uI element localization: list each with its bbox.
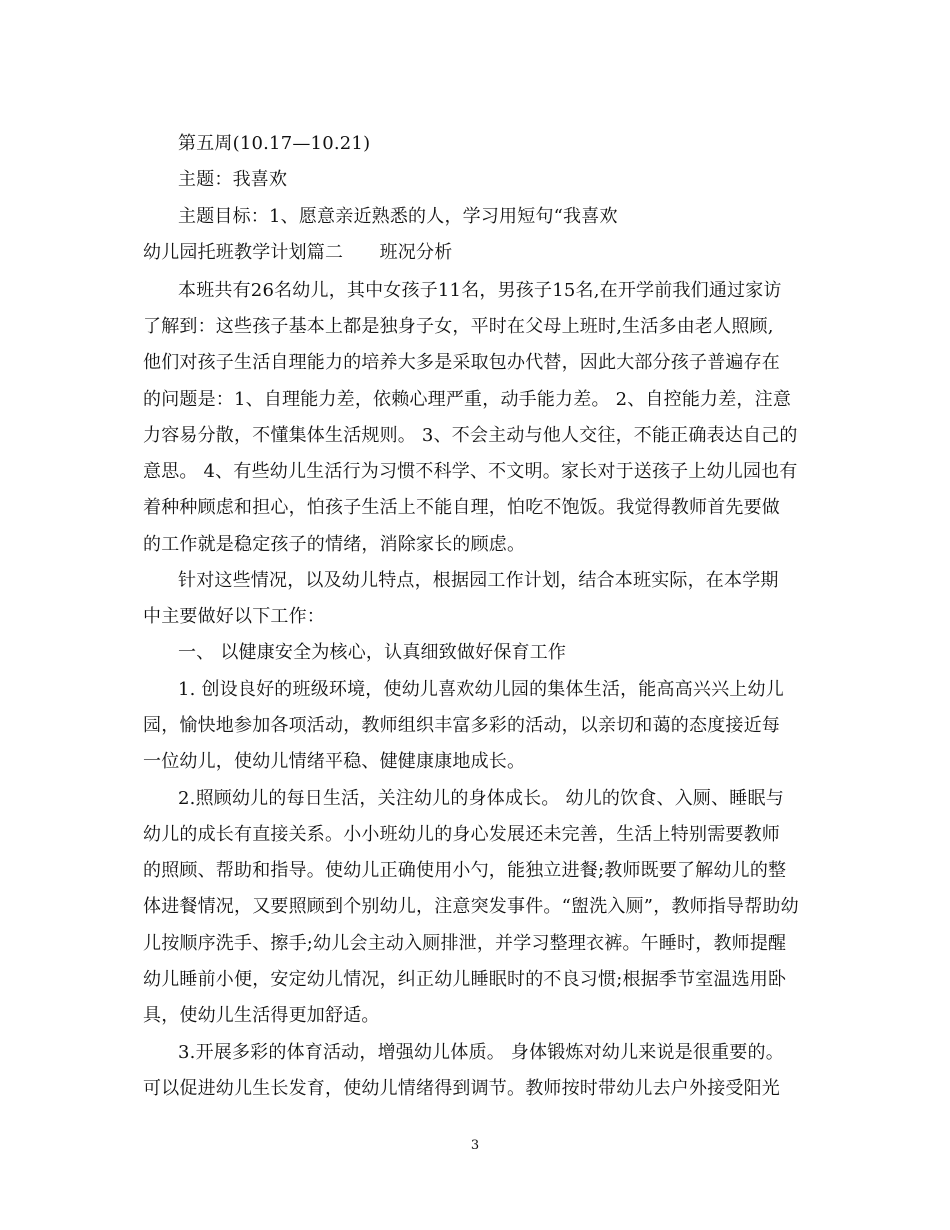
paragraph-line: 着种种顾虑和担心，怕孩子生活上不能自理，怕吃不饱饭。我觉得教师首先要做 xyxy=(143,497,780,518)
paragraph-line: 体进餐情况，又要照顾到个别幼儿，注意突发事件。“盥洗入厕”，教师指导帮助幼 xyxy=(143,896,799,917)
paragraph-line: 的工作就是稳定孩子的情绪，消除家长的顾虑。 xyxy=(143,534,526,555)
paragraph-line: 园，愉快地参加各项活动，教师组织丰富多彩的活动，以亲切和蔼的态度接近每 xyxy=(143,715,780,736)
paragraph-line: 1. 创设良好的班级环境，使幼儿喜欢幼儿园的集体生活，能高高兴兴上幼儿 xyxy=(178,679,784,700)
paragraph-line: 针对这些情况，以及幼儿特点，根据园工作计划，结合本班实际，在本学期 xyxy=(178,570,779,591)
page-number: 3 xyxy=(470,1138,480,1153)
paragraph-line: 意思。 4、有些幼儿生活行为习惯不科学、不文明。家长对于送孩子上幼儿园也有 xyxy=(143,461,798,482)
paragraph-line: 具，使幼儿生活得更加舒适。 xyxy=(143,1005,380,1026)
paragraph-line: 可以促进幼儿生长发育，使幼儿情绪得到调节。教师按时带幼儿去户外接受阳光 xyxy=(143,1078,780,1099)
theme-goal-line: 主题目标：1、愿意亲近熟悉的人，学习用短句“我喜欢 xyxy=(178,206,618,227)
paragraph-line: 他们对孩子生活自理能力的培养大多是采取包办代替，因此大部分孩子普遍存在 xyxy=(143,352,780,373)
paragraph-line: 本班共有26名幼儿，其中女孩子11名，男孩子15名,在开学前我们通过家访 xyxy=(178,280,782,301)
paragraph-line: 儿按顺序洗手、擦手;幼儿会主动入厕排泄，并学习整理衣裤。午睡时，教师提醒 xyxy=(143,933,787,954)
paragraph-line: 了解到：这些孩子基本上都是独身子女，平时在父母上班时,生活多由老人照顾, xyxy=(143,316,774,337)
paragraph-line: 3.开展多彩的体育活动，增强幼儿体质。 身体锻炼对幼儿来说是很重要的。 xyxy=(178,1042,784,1063)
theme-line: 主题：我喜欢 xyxy=(178,169,288,190)
paragraph-line: 一位幼儿，使幼儿情绪平稳、健健康康地成长。 xyxy=(143,751,526,772)
paragraph-line: 的照顾、帮助和指导。使幼儿正确使用小勺，能独立进餐;教师既要了解幼儿的整 xyxy=(143,860,787,881)
paragraph-line: 幼儿的成长有直接关系。小小班幼儿的身心发展还未完善，生活上特别需要教师 xyxy=(143,824,780,845)
paragraph-line: 中主要做好以下工作： xyxy=(143,606,325,627)
paragraph-line: 幼儿睡前小便，安定幼儿情况，纠正幼儿睡眠时的不良习惯;根据季节室温选用卧 xyxy=(143,969,787,990)
paragraph-line: 的问题是：1、自理能力差，依赖心理严重，动手能力差。 2、自控能力差，注意 xyxy=(143,389,792,410)
paragraph-line: 2.照顾幼儿的每日生活，关注幼儿的身体成长。 幼儿的饮食、入厕、睡眠与 xyxy=(178,788,784,809)
week-heading: 第五周(10.17—10.21) xyxy=(178,133,371,154)
paragraph-line: 力容易分散，不懂集体生活规则。 3、不会主动与他人交往，不能正确表达自己的 xyxy=(143,425,798,446)
subsection-heading: 一、 以健康安全为核心，认真细致做好保育工作 xyxy=(178,642,567,663)
section-title: 幼儿园托班教学计划篇二 班况分析 xyxy=(143,242,453,263)
